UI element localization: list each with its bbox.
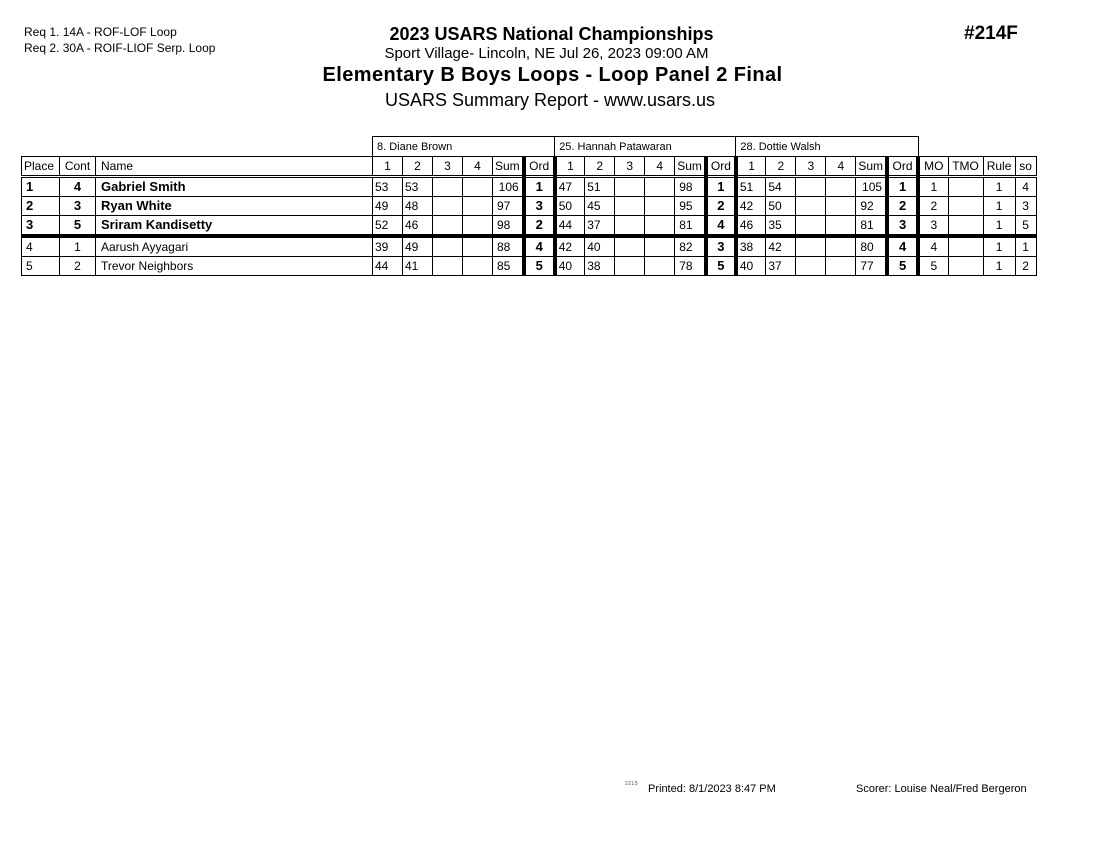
col-mo: MO xyxy=(918,157,948,177)
col-j1-s4: 4 xyxy=(463,157,493,177)
j3-sum: 81 xyxy=(856,216,887,237)
judge-1-label: 8. Diane Brown xyxy=(373,137,555,157)
col-place: Place xyxy=(22,157,60,177)
place: 4 xyxy=(22,236,60,257)
contestant-number: 2 xyxy=(60,257,96,276)
col-j2-sum: Sum xyxy=(675,157,706,177)
j1-score-2: 41 xyxy=(403,257,433,276)
col-j1-sum: Sum xyxy=(493,157,524,177)
col-j3-sum: Sum xyxy=(856,157,887,177)
j1-score-2: 53 xyxy=(403,177,433,197)
j3-sum: 80 xyxy=(856,236,887,257)
j2-score-1: 47 xyxy=(555,177,585,197)
j1-ord: 5 xyxy=(524,257,555,276)
j2-score-1: 44 xyxy=(555,216,585,237)
j3-ord: 5 xyxy=(887,257,918,276)
j3-sum: 105 xyxy=(856,177,887,197)
so: 1 xyxy=(1015,236,1036,257)
rule: 1 xyxy=(983,197,1015,216)
j1-sum: 106 xyxy=(493,177,524,197)
j1-score-1: 53 xyxy=(373,177,403,197)
j3-score-2: 42 xyxy=(766,236,796,257)
j1-score-2: 46 xyxy=(403,216,433,237)
j1-score-4 xyxy=(463,177,493,197)
printed-timestamp: Printed: 8/1/2023 8:47 PM xyxy=(648,783,776,795)
skater-name: Sriram Kandisetty xyxy=(96,216,373,237)
contestant-number: 1 xyxy=(60,236,96,257)
j3-score-4 xyxy=(826,177,856,197)
table-row xyxy=(22,257,1037,276)
place: 2 xyxy=(22,197,60,216)
j3-score-4 xyxy=(826,216,856,237)
j2-score-3 xyxy=(615,197,645,216)
j1-sum: 98 xyxy=(493,216,524,237)
j1-sum: 85 xyxy=(493,257,524,276)
contestant-number: 4 xyxy=(60,177,96,197)
j1-ord: 4 xyxy=(524,236,555,257)
j1-ord: 2 xyxy=(524,216,555,237)
j3-score-4 xyxy=(826,236,856,257)
j2-sum: 81 xyxy=(675,216,706,237)
j3-score-3 xyxy=(796,177,826,197)
j3-ord: 1 xyxy=(887,177,918,197)
j2-score-4 xyxy=(645,177,675,197)
j1-score-3 xyxy=(433,236,463,257)
j1-sum: 97 xyxy=(493,197,524,216)
table-row xyxy=(22,236,1037,257)
col-j3-s4: 4 xyxy=(826,157,856,177)
col-j1-s1: 1 xyxy=(373,157,403,177)
j3-ord: 3 xyxy=(887,216,918,237)
mo: 4 xyxy=(918,236,948,257)
j2-score-3 xyxy=(615,216,645,237)
j2-ord: 5 xyxy=(706,257,736,276)
j3-score-1: 46 xyxy=(736,216,766,237)
j2-score-4 xyxy=(645,216,675,237)
col-j1-ord: Ord xyxy=(524,157,555,177)
j2-ord: 4 xyxy=(706,216,736,237)
mo: 1 xyxy=(918,177,948,197)
table-row xyxy=(22,216,1037,237)
event-number: #214F xyxy=(964,23,1018,44)
skater-name: Gabriel Smith xyxy=(96,177,373,197)
so: 4 xyxy=(1015,177,1036,197)
j1-score-1: 39 xyxy=(373,236,403,257)
col-j2-s3: 3 xyxy=(615,157,645,177)
j1-score-3 xyxy=(433,177,463,197)
j1-score-4 xyxy=(463,216,493,237)
col-rule: Rule xyxy=(983,157,1015,177)
col-j3-s3: 3 xyxy=(796,157,826,177)
j2-score-3 xyxy=(615,177,645,197)
tmo xyxy=(948,197,983,216)
col-j3-s1: 1 xyxy=(736,157,766,177)
so: 5 xyxy=(1015,216,1036,237)
event-title: Elementary B Boys Loops - Loop Panel 2 Final xyxy=(322,64,783,86)
j3-score-2: 50 xyxy=(766,197,796,216)
j2-sum: 78 xyxy=(675,257,706,276)
j3-score-2: 35 xyxy=(766,216,796,237)
j1-score-2: 48 xyxy=(403,197,433,216)
col-j2-s4: 4 xyxy=(645,157,675,177)
j3-score-4 xyxy=(826,257,856,276)
j1-score-1: 52 xyxy=(373,216,403,237)
j2-sum: 82 xyxy=(675,236,706,257)
j3-score-2: 54 xyxy=(766,177,796,197)
so: 2 xyxy=(1015,257,1036,276)
col-j3-ord: Ord xyxy=(887,157,918,177)
scorer-names: Scorer: Louise Neal/Fred Bergeron xyxy=(856,783,1027,795)
j3-score-3 xyxy=(796,197,826,216)
rule: 1 xyxy=(983,257,1015,276)
j2-score-1: 42 xyxy=(555,236,585,257)
judge-header-row xyxy=(22,137,1037,157)
j2-score-2: 38 xyxy=(585,257,615,276)
tmo xyxy=(948,177,983,197)
j2-score-2: 40 xyxy=(585,236,615,257)
place: 1 xyxy=(22,177,60,197)
j2-score-3 xyxy=(615,257,645,276)
j1-score-2: 49 xyxy=(403,236,433,257)
table-row xyxy=(22,197,1037,216)
j1-ord: 1 xyxy=(524,177,555,197)
j2-score-2: 51 xyxy=(585,177,615,197)
j3-score-4 xyxy=(826,197,856,216)
championship-title: 2023 USARS National Championships xyxy=(389,24,714,44)
so: 3 xyxy=(1015,197,1036,216)
j2-sum: 95 xyxy=(675,197,706,216)
requirement-2: Req 2. 30A - ROIF-LIOF Serp. Loop xyxy=(24,41,216,55)
j3-ord: 2 xyxy=(887,197,918,216)
j3-score-3 xyxy=(796,257,826,276)
j2-score-1: 40 xyxy=(555,257,585,276)
j2-ord: 1 xyxy=(706,177,736,197)
j1-sum: 88 xyxy=(493,236,524,257)
j1-score-4 xyxy=(463,257,493,276)
place: 3 xyxy=(22,216,60,237)
j3-score-2: 37 xyxy=(766,257,796,276)
tmo xyxy=(948,257,983,276)
rule: 1 xyxy=(983,236,1015,257)
report-title: USARS Summary Report - www.usars.us xyxy=(384,90,716,110)
j1-score-1: 44 xyxy=(373,257,403,276)
j3-sum: 77 xyxy=(856,257,887,276)
mo: 3 xyxy=(918,216,948,237)
j3-score-3 xyxy=(796,236,826,257)
j2-score-2: 37 xyxy=(585,216,615,237)
j2-ord: 2 xyxy=(706,197,736,216)
col-j2-s1: 1 xyxy=(555,157,585,177)
skater-name: Aarush Ayyagari xyxy=(96,236,373,257)
j3-ord: 4 xyxy=(887,236,918,257)
requirement-1: Req 1. 14A - ROF-LOF Loop xyxy=(24,25,177,39)
j3-sum: 92 xyxy=(856,197,887,216)
venue-date: Sport Village- Lincoln, NE Jul 26, 2023 09:00 AM xyxy=(384,45,709,62)
skater-name: Trevor Neighbors xyxy=(96,257,373,276)
table-row xyxy=(22,177,1037,197)
col-tmo: TMO xyxy=(948,157,983,177)
j2-score-4 xyxy=(645,236,675,257)
rule: 1 xyxy=(983,177,1015,197)
j3-score-3 xyxy=(796,216,826,237)
contestant-number: 3 xyxy=(60,197,96,216)
place: 5 xyxy=(22,257,60,276)
mo: 2 xyxy=(918,197,948,216)
j2-score-4 xyxy=(645,197,675,216)
col-name: Name xyxy=(96,157,373,177)
j2-sum: 98 xyxy=(675,177,706,197)
col-so: so xyxy=(1015,157,1036,177)
col-j1-s3: 3 xyxy=(433,157,463,177)
j1-score-3 xyxy=(433,197,463,216)
contestant-number: 5 xyxy=(60,216,96,237)
tmo xyxy=(948,236,983,257)
j2-ord: 3 xyxy=(706,236,736,257)
j1-score-3 xyxy=(433,257,463,276)
col-j2-s2: 2 xyxy=(585,157,615,177)
rule: 1 xyxy=(983,216,1015,237)
j2-score-4 xyxy=(645,257,675,276)
j1-score-4 xyxy=(463,236,493,257)
skater-name: Ryan White xyxy=(96,197,373,216)
j2-score-2: 45 xyxy=(585,197,615,216)
j1-score-3 xyxy=(433,216,463,237)
results-table xyxy=(21,136,1037,276)
j1-score-4 xyxy=(463,197,493,216)
footer-code: 2215 xyxy=(625,781,639,787)
j1-score-1: 49 xyxy=(373,197,403,216)
mo: 5 xyxy=(918,257,948,276)
j3-score-1: 40 xyxy=(736,257,766,276)
j3-score-1: 51 xyxy=(736,177,766,197)
col-j2-ord: Ord xyxy=(706,157,736,177)
judge-2-label: 25. Hannah Patawaran xyxy=(555,137,736,157)
j2-score-1: 50 xyxy=(555,197,585,216)
col-j1-s2: 2 xyxy=(403,157,433,177)
j3-score-1: 42 xyxy=(736,197,766,216)
j3-score-1: 38 xyxy=(736,236,766,257)
j2-score-3 xyxy=(615,236,645,257)
col-j3-s2: 2 xyxy=(766,157,796,177)
j1-ord: 3 xyxy=(524,197,555,216)
col-cont: Cont xyxy=(60,157,96,177)
judge-3-label: 28. Dottie Walsh xyxy=(736,137,918,157)
column-header-row xyxy=(22,157,1037,177)
tmo xyxy=(948,216,983,237)
